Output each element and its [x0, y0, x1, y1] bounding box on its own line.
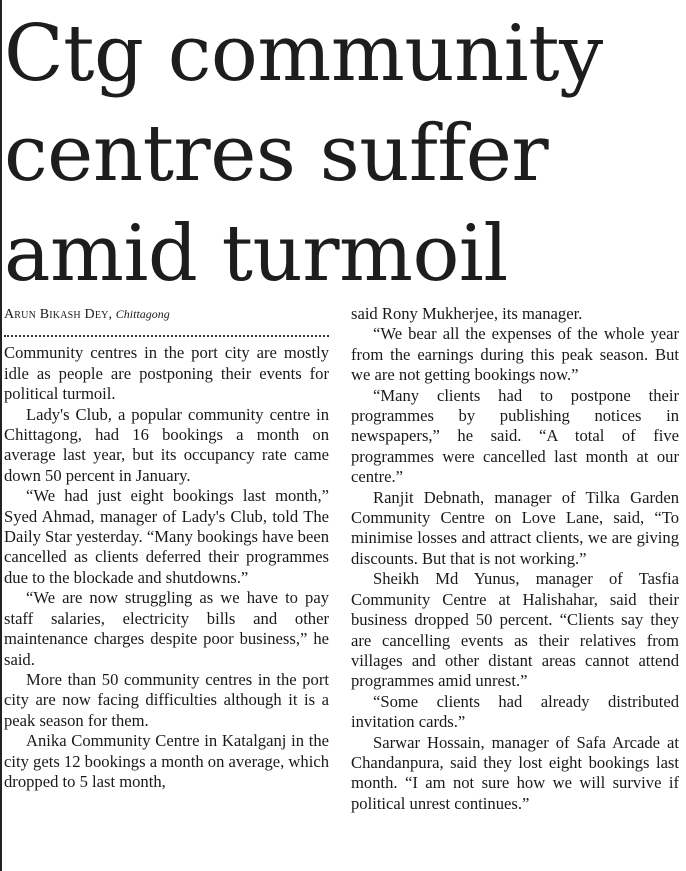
paragraph: “We bear all the expenses of the whole year from the earnings during this peak season. But we are not getting bookings now.”	[351, 324, 679, 385]
byline-author: Arun Bikash Dey,	[4, 307, 113, 322]
paragraph: “Many clients had to postpone their programmes by publishing notices in newspapers,” he said. “A total of five programmes were cancelled last month at our centre.”	[351, 385, 679, 487]
byline-divider	[4, 335, 329, 337]
paragraph: Ranjit Debnath, manager of Tilka Garden Community Centre on Love Lane, said, “To minimise losses and attract clients, we are giving discounts. But that is not working.”	[351, 487, 679, 568]
paragraph: More than 50 community centres in the port city are now facing difficulties although it is a peak season for them.	[4, 669, 329, 730]
headline-line-2: centres suffer	[4, 109, 549, 199]
paragraph: Community centres in the port city are mostly idle as people are postponing their events for political turmoil.	[4, 343, 329, 404]
column-edge-rule	[0, 0, 2, 871]
paragraph: Sarwar Hossain, manager of Safa Arcade at Chandanpura, said they lost eight bookings last month. “I am not sure how we will survive if political unrest continues.”	[351, 732, 679, 813]
paragraph: said Rony Mukherjee, its manager.	[351, 304, 583, 323]
paragraph: Anika Community Centre in Katalganj in the city gets 12 bookings a month on average, which dropped to 5 last month,	[4, 731, 329, 791]
article-column-right	[351, 304, 679, 814]
paragraph: Sheikh Md Yunus, manager of Tasfia Community Centre at Halishahar, said their business dropped 50 percent. “Clients say they are cancelling events as their relatives from villages and other distant areas cannot attend programmes amid unrest.”	[351, 569, 679, 691]
paragraph: “We had just eight bookings last month,” Syed Ahmad, manager of Lady's Club, told The Daily Star yesterday. “Many bookings have been cancelled as clients deferred their programmes due to the blockade and shutdowns.”	[4, 486, 329, 587]
paragraph: “Some clients had already distributed invitation cards.”	[351, 691, 679, 732]
headline-line-3: amid turmoil	[4, 209, 508, 299]
headline-line-1: Ctg community	[4, 9, 603, 99]
paragraph: “We are now struggling as we have to pay staff salaries, electricity bills and other maintenance charges despite poor business,” he said.	[4, 588, 329, 669]
headline	[4, 4, 684, 304]
byline-location: Chittagong	[115, 307, 170, 321]
article-column-left	[4, 304, 329, 792]
paragraph: Lady's Club, a popular community centre in Chittagong, had 16 bookings a month on average last year, but its occupancy rate came down 50 percent in January.	[4, 404, 329, 485]
byline	[4, 304, 329, 325]
